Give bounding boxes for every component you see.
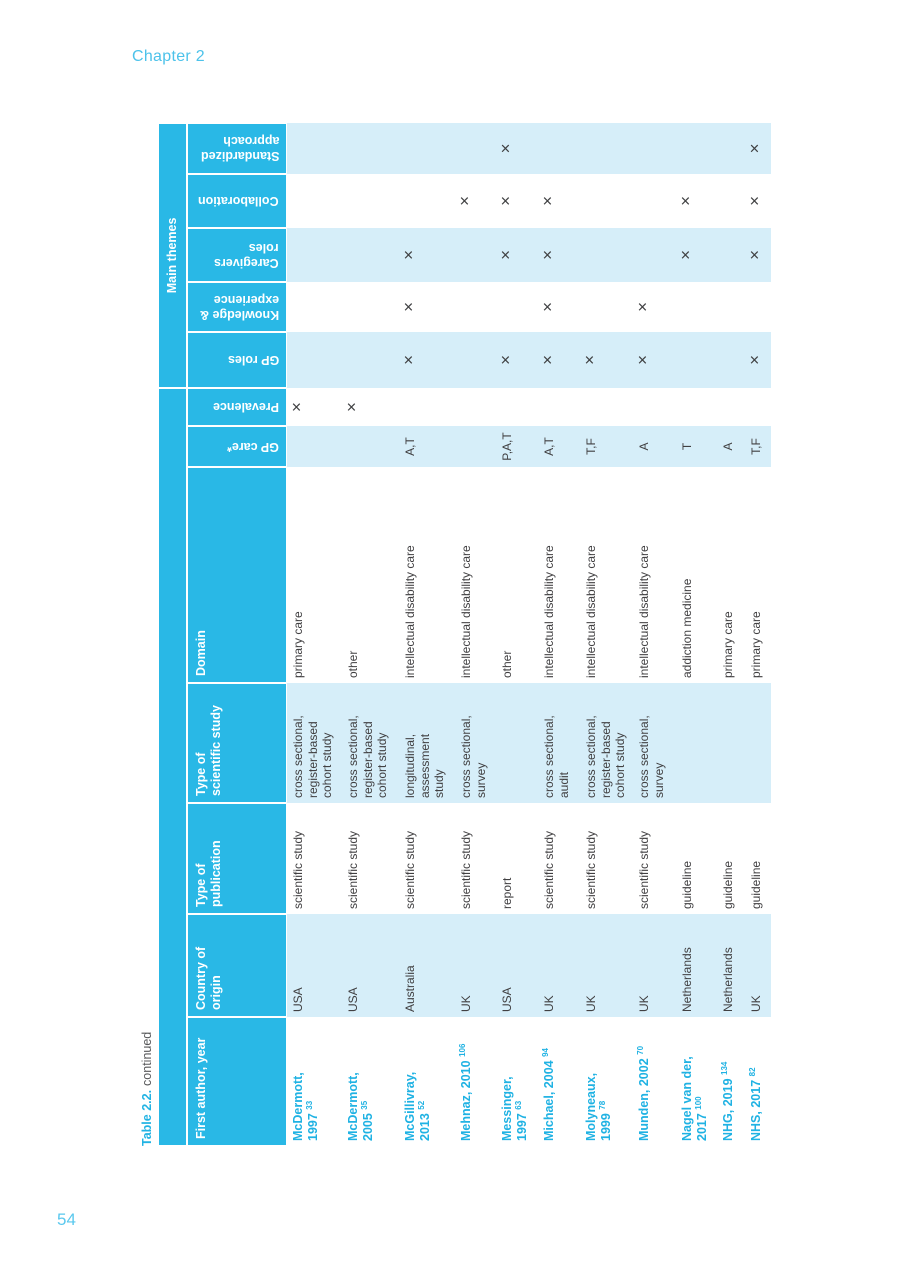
publication-type-cell: guideline bbox=[749, 860, 763, 909]
publication-type-cell: scientific study bbox=[346, 830, 360, 909]
publication-type-cell: scientific study bbox=[459, 830, 473, 909]
theme-mark-cell-collaboration: × bbox=[745, 195, 764, 206]
col-header-prevalence bbox=[187, 388, 287, 426]
gp-care-cell: T,F bbox=[580, 426, 633, 467]
theme-mark-cell-caregivers_roles bbox=[342, 228, 399, 282]
gp-care-cell: T bbox=[676, 426, 717, 467]
scientific-study-type-cell: longitudinal, assessment study bbox=[399, 683, 455, 803]
country-cell: UK bbox=[580, 914, 633, 1017]
theme-mark-cell-caregivers_roles: × bbox=[496, 228, 538, 282]
author-cell: Nagel van der, 2017 $^{100}$ bbox=[680, 1056, 709, 1141]
theme-mark-cell-collaboration bbox=[287, 174, 342, 228]
chapter-heading: Chapter 2 bbox=[132, 48, 205, 65]
domain-cell: intellectual disability care bbox=[403, 545, 417, 678]
theme-mark-cell-gp_roles: × bbox=[580, 332, 633, 388]
scientific-study-type-cell: cross sectional, register-based cohort study bbox=[580, 683, 633, 803]
theme-mark-cell-caregivers_roles bbox=[287, 228, 342, 282]
theme-mark-cell-standardized_approach: × bbox=[496, 123, 538, 174]
theme-mark-cell-standardized_approach bbox=[580, 123, 633, 174]
scientific-study-type-cell bbox=[717, 683, 745, 803]
gp-care-cell: A,T bbox=[538, 426, 580, 467]
theme-mark-cell-prevalence bbox=[455, 388, 496, 426]
domain-cell: other bbox=[346, 650, 360, 678]
theme-mark-cell-gp_roles bbox=[287, 332, 342, 388]
theme-mark-cell-prevalence: × bbox=[342, 402, 361, 412]
publication-type-cell: scientific study bbox=[542, 830, 556, 909]
theme-mark-cell-knowledge_experience bbox=[496, 282, 538, 332]
theme-mark-cell-prevalence bbox=[676, 388, 717, 426]
country-cell: USA bbox=[496, 914, 538, 1017]
scientific-study-type-cell bbox=[496, 683, 538, 803]
study-row bbox=[676, 123, 717, 1146]
study-row bbox=[745, 123, 771, 1146]
main-themes-header: Main themes bbox=[158, 123, 187, 388]
author-cell: Molyneaux, 1999 $^{78}$ bbox=[584, 1072, 613, 1141]
col-header-label-prevalence: Prevalence bbox=[212, 400, 279, 415]
theme-mark-cell-gp_roles: × bbox=[496, 332, 538, 388]
domain-cell: intellectual disability care bbox=[459, 545, 473, 678]
domain-cell: intellectual disability care bbox=[584, 545, 598, 678]
theme-mark-cell-standardized_approach bbox=[455, 123, 496, 174]
study-row bbox=[633, 123, 676, 1146]
theme-mark-cell-gp_roles: × bbox=[399, 332, 455, 388]
col-header-label-collaboration: Collaboration bbox=[198, 194, 279, 209]
theme-mark-cell-collaboration: × bbox=[496, 195, 515, 206]
country-cell: UK bbox=[538, 914, 580, 1017]
author-cell: NHS, 2017 $^{82}$ bbox=[747, 1067, 763, 1141]
studies-table bbox=[158, 123, 771, 1146]
col-header-label-standardized_approach: Standardized approach bbox=[200, 134, 279, 164]
gp-care-cell: A,T bbox=[399, 426, 455, 467]
country-cell: Netherlands bbox=[676, 914, 717, 1017]
study-row bbox=[399, 123, 455, 1146]
theme-mark-cell-knowledge_experience bbox=[287, 282, 342, 332]
domain-cell: primary care bbox=[721, 611, 735, 678]
theme-mark-cell-caregivers_roles: × bbox=[399, 228, 455, 282]
theme-mark-cell-standardized_approach bbox=[287, 123, 342, 174]
country-cell: UK bbox=[455, 914, 496, 1017]
publication-type-cell: guideline bbox=[680, 860, 694, 909]
gp-care-cell: P,A,T bbox=[496, 426, 538, 467]
theme-mark-cell-caregivers_roles: × bbox=[676, 228, 717, 282]
col-header-gp_roles bbox=[187, 332, 287, 388]
theme-mark-cell-caregivers_roles bbox=[717, 228, 745, 282]
study-row bbox=[580, 123, 633, 1146]
theme-mark-cell-caregivers_roles: × bbox=[745, 228, 771, 282]
col-header-label-knowledge_experience: Knowledge & experience bbox=[199, 292, 279, 322]
theme-mark-cell-prevalence bbox=[717, 388, 745, 426]
country-cell: USA bbox=[287, 914, 342, 1017]
domain-cell: primary care bbox=[291, 611, 305, 678]
scientific-study-type-cell bbox=[745, 683, 771, 803]
col-header-standardized_approach bbox=[187, 123, 287, 174]
theme-mark-cell-standardized_approach bbox=[538, 123, 580, 174]
publication-type-cell: scientific study bbox=[637, 830, 651, 909]
gp-care-cell: A bbox=[717, 426, 745, 467]
theme-mark-cell-prevalence bbox=[538, 388, 580, 426]
theme-mark-cell-gp_roles: × bbox=[745, 332, 771, 388]
theme-mark-cell-gp_roles: × bbox=[538, 332, 580, 388]
theme-mark-cell-knowledge_experience bbox=[745, 282, 771, 332]
publication-type-cell: scientific study bbox=[584, 830, 598, 909]
theme-mark-cell-collaboration: × bbox=[455, 195, 474, 206]
author-cell: Michael, 2004 $^{94}$ bbox=[540, 1048, 556, 1141]
theme-mark-cell-standardized_approach: × bbox=[745, 123, 771, 174]
theme-mark-cell-knowledge_experience bbox=[455, 282, 496, 332]
theme-mark-cell-knowledge_experience bbox=[580, 282, 633, 332]
rotated-table-region bbox=[140, 123, 771, 1146]
table-caption bbox=[140, 1032, 154, 1146]
col-header-label-gp_care: GP care* bbox=[227, 440, 279, 454]
theme-mark-cell-gp_roles: × bbox=[633, 332, 676, 388]
col-header-knowledge_experience bbox=[187, 282, 287, 332]
page-number: 54 bbox=[57, 1210, 76, 1229]
author-cell: NHG, 2019 $^{134}$ bbox=[719, 1061, 735, 1141]
domain-cell: intellectual disability care bbox=[637, 545, 651, 678]
scientific-study-type-cell bbox=[676, 683, 717, 803]
theme-mark-cell-knowledge_experience bbox=[717, 282, 745, 332]
domain-cell: other bbox=[500, 650, 514, 678]
theme-mark-cell-standardized_approach bbox=[676, 123, 717, 174]
author-cell: McDermott, 2005 $^{35}$ bbox=[346, 1072, 375, 1141]
theme-mark-cell-caregivers_roles bbox=[633, 228, 676, 282]
col-header-gp_care bbox=[187, 426, 287, 467]
theme-mark-cell-collaboration: × bbox=[538, 195, 557, 206]
domain-cell: primary care bbox=[749, 611, 763, 678]
col-header-scientific_study: Type of scientific study bbox=[187, 683, 287, 803]
theme-mark-cell-gp_roles bbox=[676, 332, 717, 388]
gp-care-cell bbox=[455, 426, 496, 467]
publication-type-cell: scientific study bbox=[291, 830, 305, 909]
study-row bbox=[342, 123, 399, 1146]
scientific-study-type-cell: cross sectional, survey bbox=[633, 683, 676, 803]
theme-mark-cell-gp_roles bbox=[342, 332, 399, 388]
theme-mark-cell-collaboration bbox=[342, 174, 399, 228]
study-row bbox=[496, 123, 538, 1146]
theme-mark-cell-prevalence bbox=[496, 388, 538, 426]
gp-care-cell bbox=[342, 426, 399, 467]
author-cell: Munden, 2002 $^{70}$ bbox=[635, 1045, 651, 1141]
theme-mark-cell-gp_roles bbox=[717, 332, 745, 388]
header-top-spacer-cell bbox=[158, 388, 187, 1146]
theme-mark-cell-collaboration bbox=[633, 174, 676, 228]
author-cell: Mehnaz, 2010 $^{106}$ bbox=[457, 1043, 473, 1141]
scientific-study-type-cell: cross sectional, audit bbox=[538, 683, 580, 803]
theme-mark-cell-caregivers_roles bbox=[580, 228, 633, 282]
gp-care-cell bbox=[287, 426, 342, 467]
theme-mark-cell-standardized_approach bbox=[717, 123, 745, 174]
col-header-publication: Type of publication bbox=[187, 803, 287, 914]
author-cell: McDermott, 1997 $^{33}$ bbox=[291, 1072, 320, 1141]
publication-type-cell: report bbox=[500, 877, 514, 909]
theme-mark-cell-prevalence bbox=[399, 388, 455, 426]
scientific-study-type-cell: cross sectional, survey bbox=[455, 683, 496, 803]
scientific-study-type-cell: cross sectional, register-based cohort study bbox=[287, 683, 342, 803]
country-cell: UK bbox=[633, 914, 676, 1017]
col-header-collaboration bbox=[187, 174, 287, 228]
scientific-study-type-cell: cross sectional, register-based cohort study bbox=[342, 683, 399, 803]
theme-mark-cell-collaboration: × bbox=[676, 195, 695, 206]
theme-mark-cell-collaboration bbox=[717, 174, 745, 228]
theme-mark-cell-standardized_approach bbox=[633, 123, 676, 174]
col-header-caregivers_roles bbox=[187, 228, 287, 282]
theme-mark-cell-gp_roles bbox=[455, 332, 496, 388]
theme-mark-cell-caregivers_roles bbox=[455, 228, 496, 282]
country-cell: Netherlands bbox=[717, 914, 745, 1017]
publication-type-cell: guideline bbox=[721, 860, 735, 909]
theme-mark-cell-standardized_approach bbox=[342, 123, 399, 174]
study-row bbox=[455, 123, 496, 1146]
col-header-country: Country of origin bbox=[187, 914, 287, 1017]
gp-care-cell: A bbox=[633, 426, 676, 467]
domain-cell: addiction medicine bbox=[680, 578, 694, 678]
author-cell: Messinger, 1997 $^{63}$ bbox=[500, 1076, 529, 1141]
theme-mark-cell-collaboration bbox=[580, 174, 633, 228]
publication-type-cell: scientific study bbox=[403, 830, 417, 909]
theme-mark-cell-knowledge_experience: × bbox=[538, 301, 557, 312]
study-row bbox=[538, 123, 580, 1146]
country-cell: Australia bbox=[399, 914, 455, 1017]
col-header-label-gp_roles: GP roles bbox=[227, 353, 279, 368]
theme-mark-cell-prevalence bbox=[580, 388, 633, 426]
theme-mark-cell-prevalence bbox=[745, 388, 771, 426]
study-row bbox=[717, 123, 745, 1146]
gp-care-cell: T,F bbox=[745, 426, 771, 467]
theme-mark-cell-standardized_approach bbox=[399, 123, 455, 174]
landscape-table-wrapper bbox=[140, 123, 771, 1146]
theme-mark-cell-caregivers_roles: × bbox=[538, 228, 580, 282]
author-cell: McGillivray, 2013 $^{52}$ bbox=[403, 1071, 432, 1141]
theme-mark-cell-prevalence: × bbox=[287, 402, 306, 412]
country-cell: UK bbox=[745, 914, 771, 1017]
table-caption-continued: continued bbox=[140, 1031, 154, 1086]
theme-mark-cell-prevalence bbox=[633, 388, 676, 426]
theme-mark-cell-knowledge_experience: × bbox=[633, 301, 652, 312]
study-row bbox=[287, 123, 342, 1146]
theme-mark-cell-collaboration bbox=[399, 174, 455, 228]
domain-cell: intellectual disability care bbox=[542, 545, 556, 678]
theme-mark-cell-knowledge_experience: × bbox=[399, 301, 418, 312]
col-header-domain: Domain bbox=[187, 467, 287, 683]
theme-mark-cell-knowledge_experience bbox=[676, 282, 717, 332]
col-header-author: First author, year bbox=[187, 1017, 287, 1146]
col-header-label-caregivers_roles: Caregivers roles bbox=[214, 240, 279, 270]
country-cell: USA bbox=[342, 914, 399, 1017]
table-caption-number: Table 2.2. bbox=[140, 1089, 154, 1146]
theme-mark-cell-knowledge_experience bbox=[342, 282, 399, 332]
